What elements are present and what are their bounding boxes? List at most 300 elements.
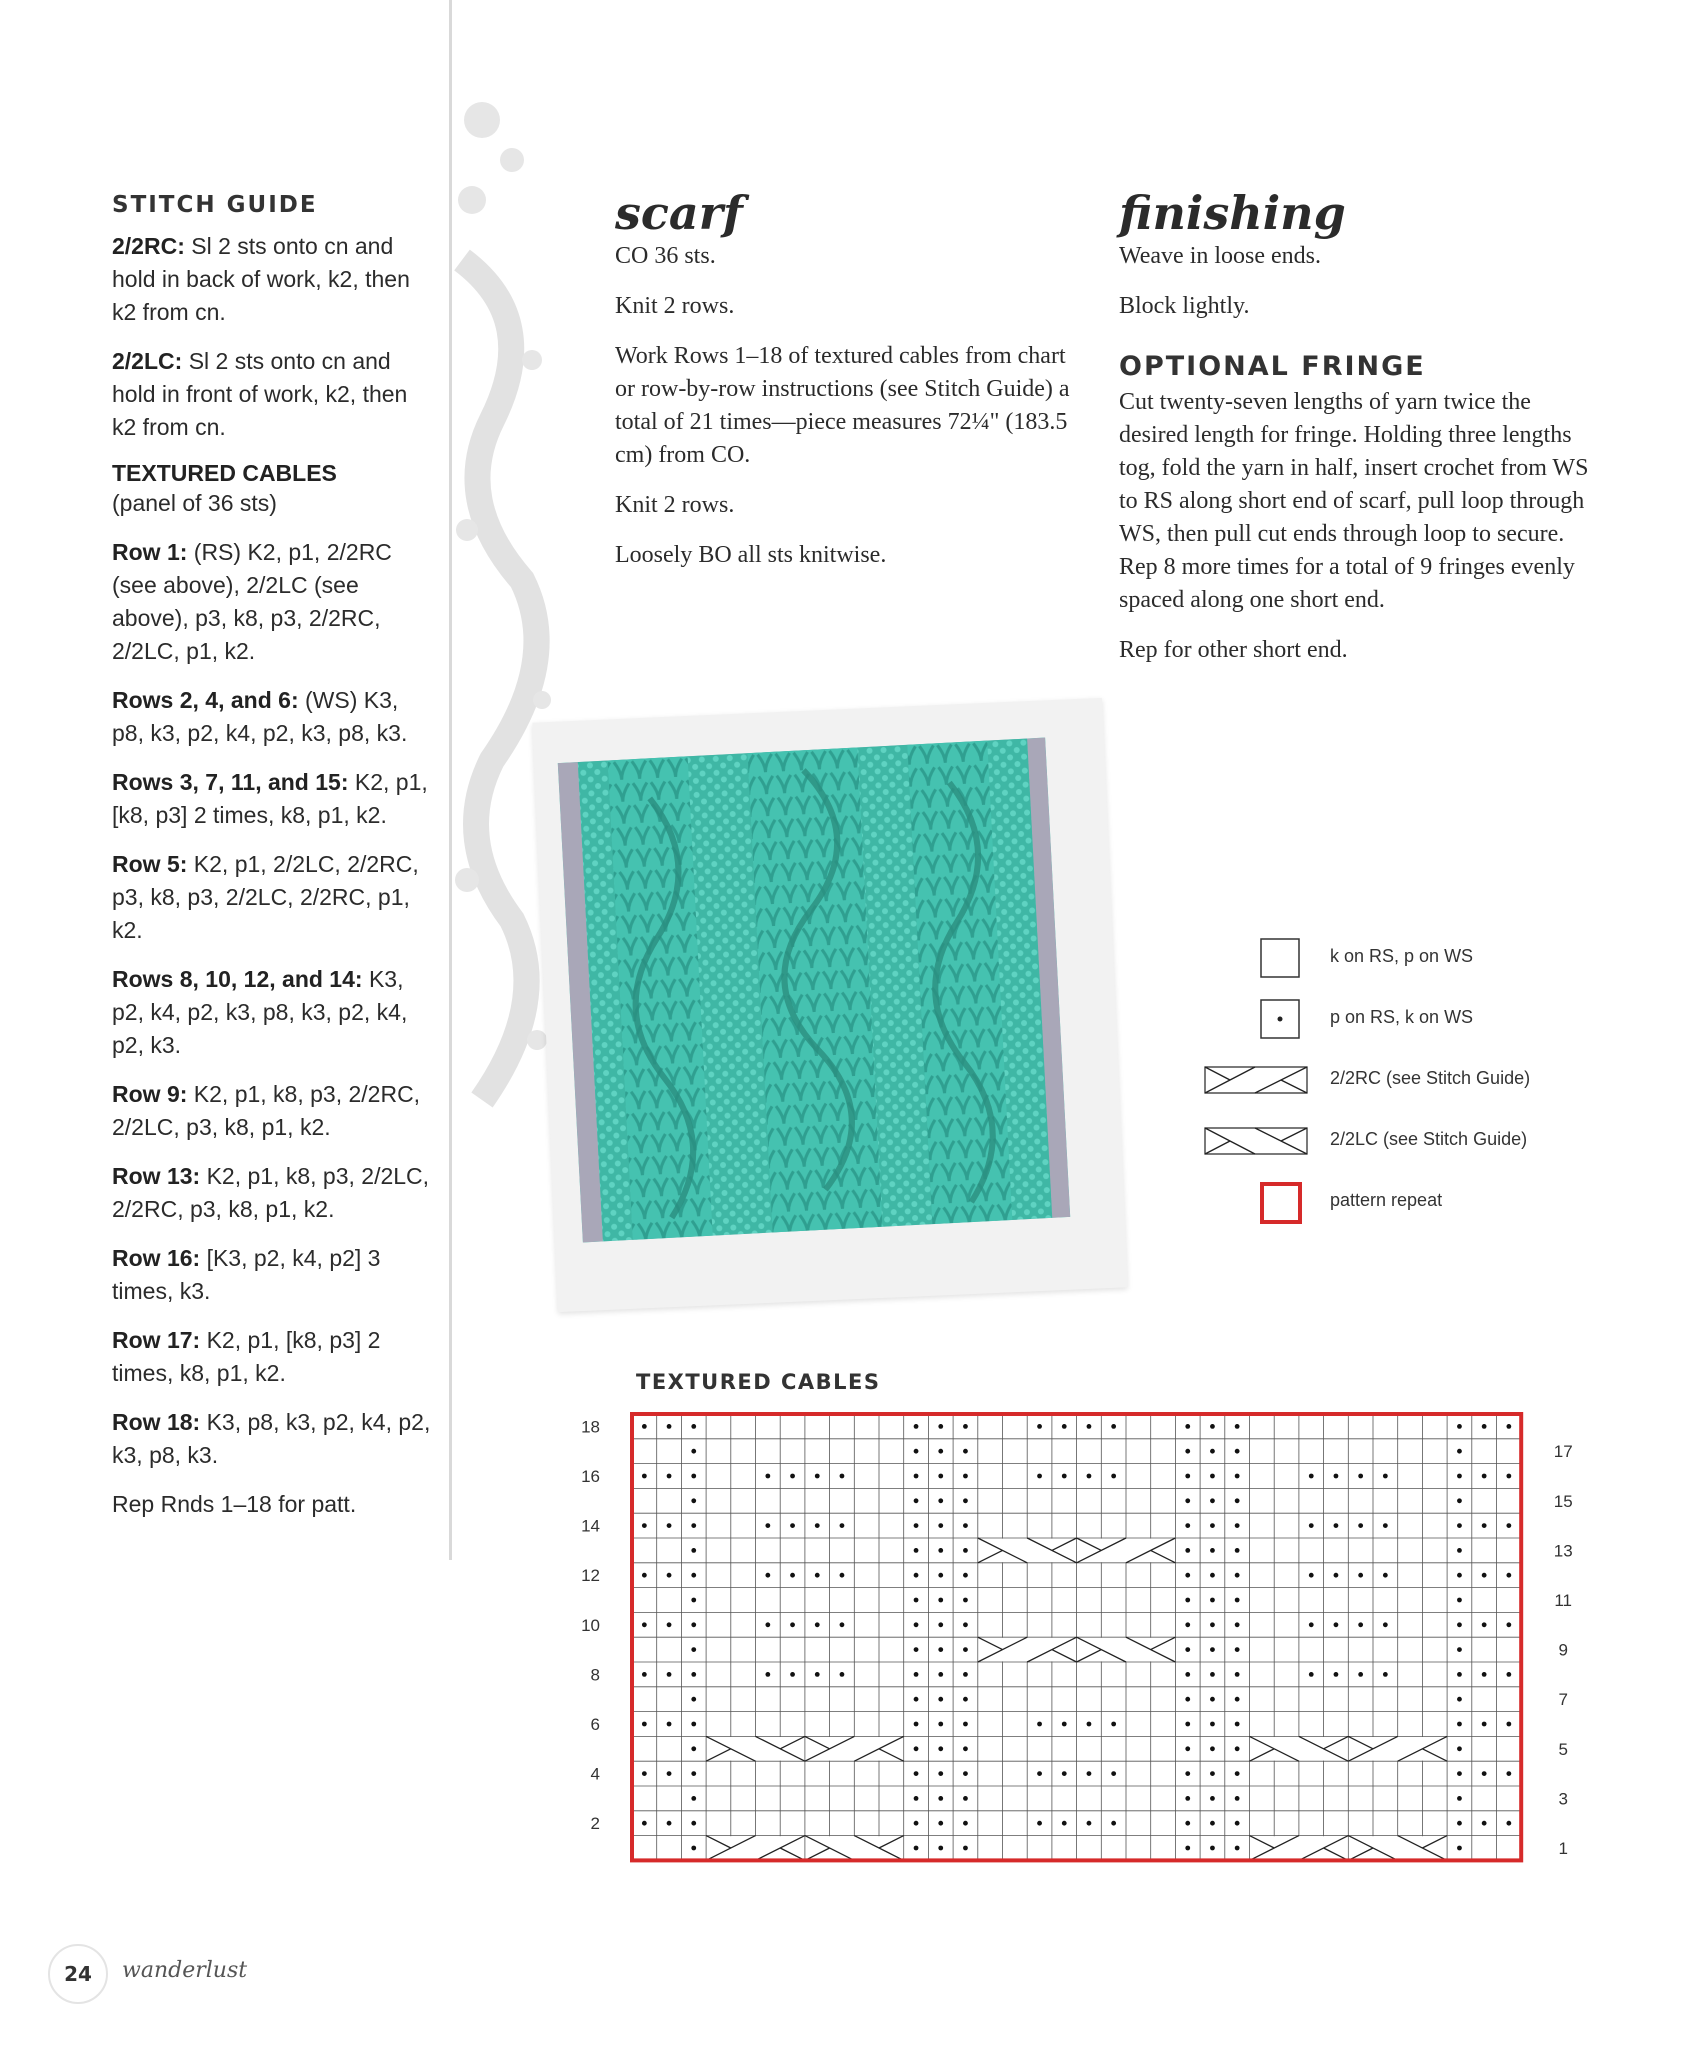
blank-square-icon [1260, 938, 1300, 978]
purl-dot [1235, 1523, 1240, 1528]
legend-label: pattern repeat [1330, 1190, 1443, 1210]
purl-dot [840, 1474, 845, 1479]
purl-dot [667, 1424, 672, 1429]
purl-dot [1185, 1821, 1190, 1826]
purl-dot [1210, 1796, 1215, 1801]
purl-dot [963, 1424, 968, 1429]
row-instruction [112, 1324, 432, 1390]
lc-label: 2/2LC: [112, 348, 183, 374]
scarf-paragraph: CO 36 sts. [615, 243, 716, 269]
finishing-paragraph: Block lightly. [1119, 293, 1250, 319]
purl-dot [1482, 1771, 1487, 1776]
purl-dot [1062, 1821, 1067, 1826]
row-label-left: 14 [581, 1516, 600, 1536]
purl-dot [1087, 1722, 1092, 1727]
purl-dot [963, 1548, 968, 1553]
fringe-instructions [1119, 386, 1599, 667]
purl-dot [914, 1846, 919, 1851]
purl-dot [1457, 1771, 1462, 1776]
purl-dot [938, 1474, 943, 1479]
purl-dot [815, 1523, 820, 1528]
row-text: K2, p1, [k8, p3] 2 times, k8, p1, k2. [112, 769, 428, 828]
row-label-right: 3 [1558, 1789, 1568, 1809]
purl-dot [667, 1672, 672, 1677]
row-label: Row 5: [112, 851, 188, 877]
purl-dot [914, 1449, 919, 1454]
purl-dot [1457, 1697, 1462, 1702]
purl-dot [914, 1474, 919, 1479]
row-label: Rows 3, 7, 11, and 15: [112, 769, 349, 795]
purl-dot [1210, 1647, 1215, 1652]
purl-dot [1506, 1573, 1511, 1578]
purl-dot [1185, 1573, 1190, 1578]
purl-dot [1210, 1573, 1215, 1578]
purl-dot [1210, 1846, 1215, 1851]
purl-dot [938, 1796, 943, 1801]
purl-dot [1185, 1722, 1190, 1727]
purl-dot [765, 1672, 770, 1677]
row-label: Rows 8, 10, 12, and 14: [112, 966, 363, 992]
row-instruction [112, 684, 432, 750]
rc-definition [112, 230, 432, 329]
purl-dot [1185, 1647, 1190, 1652]
purl-dot [667, 1771, 672, 1776]
purl-dot [1062, 1474, 1067, 1479]
page-number: 24 [48, 1944, 108, 2004]
legend-label: k on RS, p on WS [1330, 946, 1474, 966]
purl-dot [963, 1846, 968, 1851]
purl-dot [963, 1498, 968, 1503]
scarf-title: scarf [615, 186, 743, 240]
purl-dot [1185, 1424, 1190, 1429]
purl-dot [691, 1573, 696, 1578]
purl-dot [1358, 1573, 1363, 1578]
purl-dot [914, 1697, 919, 1702]
finishing-instructions [1119, 240, 1599, 323]
purl-dot [765, 1474, 770, 1479]
cable-cell [707, 1737, 805, 1761]
purl-dot [963, 1573, 968, 1578]
cable-cell [978, 1539, 1076, 1563]
purl-dot [840, 1672, 845, 1677]
row-label: Rows 2, 4, and 6: [112, 687, 299, 713]
row-label-right: 1 [1558, 1839, 1568, 1858]
purl-dot [1457, 1523, 1462, 1528]
purl-dot [1506, 1771, 1511, 1776]
purl-dot [1185, 1598, 1190, 1603]
purl-dot [963, 1746, 968, 1751]
purl-dot [1235, 1746, 1240, 1751]
purl-dot [914, 1647, 919, 1652]
row-label: Row 16: [112, 1245, 201, 1271]
purl-dot [1457, 1474, 1462, 1479]
row-label: Row 13: [112, 1163, 201, 1189]
purl-dot [642, 1573, 647, 1578]
purl-dot [790, 1672, 795, 1677]
purl-dot [963, 1523, 968, 1528]
repeat-note: Rep Rnds 1–18 for patt. [112, 1491, 357, 1517]
row-text: K3, p2, k4, p2, k3, p8, k3, p2, k4, p2, k3. [112, 966, 408, 1058]
row-label-right: 9 [1558, 1640, 1568, 1660]
cable-cell [806, 1737, 904, 1761]
purl-dot [815, 1622, 820, 1627]
purl-dot [1111, 1474, 1116, 1479]
purl-dot [963, 1647, 968, 1652]
row-instruction [112, 1406, 432, 1472]
purl-dot [938, 1846, 943, 1851]
purl-dot [1235, 1573, 1240, 1578]
purl-dot [790, 1474, 795, 1479]
purl-dot [1235, 1722, 1240, 1727]
purl-dot [914, 1796, 919, 1801]
purl-dot [1358, 1672, 1363, 1677]
purl-dot [1087, 1424, 1092, 1429]
purl-dot [1482, 1523, 1487, 1528]
purl-dot [1334, 1573, 1339, 1578]
purl-dot [790, 1523, 795, 1528]
purl-dot [1087, 1771, 1092, 1776]
row-label-left: 10 [581, 1615, 600, 1635]
purl-dot [914, 1523, 919, 1528]
purl-dot [1235, 1598, 1240, 1603]
purl-dot [815, 1672, 820, 1677]
purl-dot [1334, 1672, 1339, 1677]
purl-dot [1037, 1424, 1042, 1429]
purl-dot [691, 1672, 696, 1677]
row-label-left: 2 [590, 1814, 600, 1834]
purl-dot [1210, 1722, 1215, 1727]
purl-dot [1506, 1722, 1511, 1727]
purl-dot [1185, 1796, 1190, 1801]
row-label-right: 17 [1553, 1442, 1573, 1462]
purl-dot [1185, 1498, 1190, 1503]
purl-dot [642, 1672, 647, 1677]
scarf-paragraph: Work Rows 1–18 of textured cables from chart or row-by-row instructions (see Stitch Guide) a total of 21 times—piece measures 72¼" (183.5 cm) from CO. [615, 343, 1070, 468]
purl-dot [1185, 1697, 1190, 1702]
row-label-left: 8 [590, 1665, 600, 1685]
purl-dot [815, 1474, 820, 1479]
purl-dot [815, 1573, 820, 1578]
row-instruction [112, 766, 432, 832]
red-square-icon [1260, 1182, 1302, 1224]
purl-dot [914, 1598, 919, 1603]
cable-cell [806, 1836, 904, 1860]
purl-dot [1037, 1771, 1042, 1776]
purl-dot [1457, 1598, 1462, 1603]
purl-dot [1383, 1523, 1388, 1528]
purl-dot [1235, 1474, 1240, 1479]
purl-dot [938, 1672, 943, 1677]
purl-dot [1457, 1498, 1462, 1503]
purl-dot [691, 1846, 696, 1851]
purl-dot [914, 1746, 919, 1751]
row-label-right: 7 [1558, 1690, 1568, 1710]
row-text: K3, p8, k3, p2, k4, p2, k3, p8, k3. [112, 1409, 431, 1468]
rc-label: 2/2RC: [112, 233, 185, 259]
purl-dot [1210, 1622, 1215, 1627]
purl-dot [1210, 1821, 1215, 1826]
purl-dot [963, 1821, 968, 1826]
row-instruction [112, 536, 432, 668]
purl-dot [938, 1573, 943, 1578]
purl-dot [938, 1697, 943, 1702]
purl-dot [1506, 1474, 1511, 1479]
purl-dot [691, 1622, 696, 1627]
purl-dot [914, 1573, 919, 1578]
textured-cables-chart [560, 1400, 1620, 1880]
row-text: [K3, p2, k4, p2] 3 times, k3. [112, 1245, 381, 1304]
purl-dot [1087, 1474, 1092, 1479]
purl-dot [691, 1598, 696, 1603]
purl-dot [1482, 1573, 1487, 1578]
purl-dot [840, 1523, 845, 1528]
cable-cell [1250, 1836, 1348, 1860]
purl-dot [1210, 1474, 1215, 1479]
purl-dot [1457, 1622, 1462, 1627]
purl-dot [1185, 1771, 1190, 1776]
purl-dot [914, 1548, 919, 1553]
textured-cables-title: TEXTURED CABLES [112, 460, 337, 486]
purl-dot [1235, 1449, 1240, 1454]
purl-dot [1111, 1821, 1116, 1826]
row-label-left: 12 [581, 1566, 600, 1586]
row-label: Row 17: [112, 1327, 201, 1353]
lc-text: Sl 2 sts onto cn and hold in front of work, k2, then k2 from cn. [112, 348, 408, 440]
legend-label: 2/2LC (see Stitch Guide) [1330, 1129, 1528, 1149]
purl-dot [1334, 1523, 1339, 1528]
purl-dot [963, 1474, 968, 1479]
rc-text: Sl 2 sts onto cn and hold in back of work, k2, then k2 from cn. [112, 233, 410, 325]
purl-dot [1210, 1746, 1215, 1751]
purl-dot [1482, 1424, 1487, 1429]
purl-dot [1457, 1424, 1462, 1429]
purl-dot [765, 1523, 770, 1528]
optional-fringe-title: OPTIONAL FRINGE [1119, 351, 1426, 382]
purl-dot [1210, 1771, 1215, 1776]
purl-dot [1457, 1846, 1462, 1851]
purl-dot [1482, 1672, 1487, 1677]
lc-definition [112, 345, 432, 444]
purl-dot [1185, 1846, 1190, 1851]
purl-dot [914, 1722, 919, 1727]
purl-dot [691, 1548, 696, 1553]
purl-dot [1185, 1449, 1190, 1454]
purl-dot [1235, 1771, 1240, 1776]
purl-dot [691, 1523, 696, 1528]
cable-cell [978, 1638, 1076, 1662]
purl-dot [1383, 1622, 1388, 1627]
scarf-paragraph: Knit 2 rows. [615, 492, 735, 518]
stitch-guide-title: STITCH GUIDE [112, 192, 318, 218]
row-label-left: 18 [581, 1417, 600, 1437]
purl-dot [938, 1746, 943, 1751]
purl-dot [691, 1821, 696, 1826]
stitch-guide [112, 192, 432, 1537]
purl-dot [1457, 1746, 1462, 1751]
purl-dot [914, 1424, 919, 1429]
row-label-right: 13 [1553, 1541, 1573, 1561]
purl-dot [938, 1548, 943, 1553]
purl-dot [691, 1771, 696, 1776]
purl-dot [914, 1672, 919, 1677]
purl-dot [938, 1647, 943, 1652]
row-label-left: 4 [590, 1764, 600, 1784]
purl-dot [963, 1722, 968, 1727]
purl-dot [1457, 1796, 1462, 1801]
purl-dot [691, 1424, 696, 1429]
purl-dot [1482, 1474, 1487, 1479]
purl-dot [963, 1598, 968, 1603]
purl-dot [691, 1697, 696, 1702]
chart-title: TEXTURED CABLES [636, 1370, 881, 1394]
purl-dot [691, 1498, 696, 1503]
purl-dot [963, 1622, 968, 1627]
dot-square-icon [1260, 999, 1300, 1039]
purl-dot [667, 1821, 672, 1826]
cable-cell [707, 1836, 805, 1860]
row-label-right: 5 [1558, 1739, 1568, 1759]
purl-dot [1506, 1523, 1511, 1528]
purl-dot [1358, 1622, 1363, 1627]
finishing-paragraph: Weave in loose ends. [1119, 243, 1322, 269]
rc-cable-icon [1204, 1066, 1308, 1094]
legend-label: p on RS, k on WS [1330, 1007, 1474, 1027]
purl-dot [1185, 1548, 1190, 1553]
purl-dot [1235, 1647, 1240, 1652]
purl-dot [1309, 1622, 1314, 1627]
purl-dot [1062, 1771, 1067, 1776]
finishing-section [1119, 186, 1599, 684]
purl-dot [1506, 1424, 1511, 1429]
row-instruction [112, 1160, 432, 1226]
purl-dot [667, 1622, 672, 1627]
scarf-paragraph: Knit 2 rows. [615, 293, 735, 319]
purl-dot [1185, 1746, 1190, 1751]
purl-dot [691, 1796, 696, 1801]
purl-dot [938, 1598, 943, 1603]
purl-dot [938, 1498, 943, 1503]
purl-dot [1037, 1821, 1042, 1826]
scarf-paragraph: Loosely BO all sts knitwise. [615, 542, 887, 568]
purl-dot [1210, 1449, 1215, 1454]
purl-dot [1457, 1548, 1462, 1553]
row-text: (RS) K2, p1, 2/2RC (see above), 2/2LC (see above), p3, k8, p3, 2/2RC, 2/2LC, p1, k2. [112, 539, 392, 664]
purl-dot [765, 1622, 770, 1627]
purl-dot [938, 1449, 943, 1454]
purl-dot [1506, 1821, 1511, 1826]
purl-dot [642, 1474, 647, 1479]
cable-cell [1077, 1539, 1175, 1563]
purl-dot [1506, 1672, 1511, 1677]
lc-cable-icon [1204, 1127, 1308, 1155]
scarf-instructions [615, 240, 1085, 572]
purl-dot [642, 1523, 647, 1528]
purl-dot [1111, 1722, 1116, 1727]
purl-dot [1506, 1622, 1511, 1627]
purl-dot [691, 1746, 696, 1751]
purl-dot [1457, 1722, 1462, 1727]
row-text: (WS) K3, p8, k3, p2, k4, p2, k3, p8, k3. [112, 687, 408, 746]
purl-dot [642, 1821, 647, 1826]
brand-name: wanderlust [122, 1958, 248, 1983]
scarf-photo [558, 738, 1070, 1243]
row-instruction [112, 1242, 432, 1308]
row-label-left: 6 [590, 1715, 600, 1734]
purl-dot [691, 1449, 696, 1454]
purl-dot [691, 1722, 696, 1727]
purl-dot [1309, 1672, 1314, 1677]
purl-dot [938, 1424, 943, 1429]
row-text: K2, p1, [k8, p3] 2 times, k8, p1, k2. [112, 1327, 381, 1386]
row-label: Row 18: [112, 1409, 201, 1435]
row-text: K2, p1, k8, p3, 2/2LC, 2/2RC, p3, k8, p1, k2. [112, 1163, 430, 1222]
finishing-title: finishing [1119, 186, 1346, 240]
purl-dot [1111, 1424, 1116, 1429]
row-label: Row 1: [112, 539, 188, 565]
purl-dot [1037, 1474, 1042, 1479]
purl-dot [667, 1722, 672, 1727]
purl-dot [914, 1821, 919, 1826]
purl-dot [1358, 1474, 1363, 1479]
purl-dot [963, 1771, 968, 1776]
purl-dot [1383, 1672, 1388, 1677]
purl-dot [1037, 1722, 1042, 1727]
purl-dot [1087, 1821, 1092, 1826]
purl-dot [1457, 1573, 1462, 1578]
purl-dot [642, 1771, 647, 1776]
purl-dot [1358, 1523, 1363, 1528]
purl-dot [963, 1697, 968, 1702]
legend-label: 2/2RC (see Stitch Guide) [1330, 1068, 1531, 1088]
purl-dot [1210, 1598, 1215, 1603]
panel-note: (panel of 36 sts) [112, 490, 277, 516]
purl-dot [1210, 1697, 1215, 1702]
fringe-paragraph: Cut twenty-seven lengths of yarn twice the desired length for fringe. Holding three lengths tog, fold the yarn in half, insert crochet from WS to RS along short end of scarf, pull loop through WS, then pull cut ends through loop to secure. Rep 8 more times for a total of 9 fringes evenly spaced along one short end. [1119, 389, 1589, 613]
purl-dot [938, 1771, 943, 1776]
fringe-paragraph: Rep for other short end. [1119, 637, 1348, 663]
purl-dot [1309, 1523, 1314, 1528]
purl-dot [1210, 1548, 1215, 1553]
purl-dot [1383, 1573, 1388, 1578]
cable-cell [1349, 1836, 1447, 1860]
purl-dot [1185, 1523, 1190, 1528]
purl-dot [1235, 1796, 1240, 1801]
purl-dot [765, 1573, 770, 1578]
purl-dot [691, 1474, 696, 1479]
purl-dot [1210, 1523, 1215, 1528]
purl-dot [1482, 1722, 1487, 1727]
purl-dot [1062, 1722, 1067, 1727]
purl-dot [963, 1449, 968, 1454]
purl-dot [1235, 1846, 1240, 1851]
purl-dot [1457, 1672, 1462, 1677]
purl-dot [938, 1523, 943, 1528]
purl-dot [1457, 1647, 1462, 1652]
row-text: K2, p1, k8, p3, 2/2RC, 2/2LC, p3, k8, p1, k2. [112, 1081, 421, 1140]
purl-dot [1334, 1474, 1339, 1479]
purl-dot [667, 1474, 672, 1479]
purl-dot [1235, 1424, 1240, 1429]
purl-dot [1235, 1498, 1240, 1503]
purl-dot [938, 1821, 943, 1826]
purl-dot [1210, 1424, 1215, 1429]
purl-dot [1457, 1449, 1462, 1454]
purl-dot [1062, 1424, 1067, 1429]
row-text: K2, p1, 2/2LC, 2/2RC, p3, k8, p3, 2/2LC, 2/2RC, p1, k2. [112, 851, 419, 943]
purl-dot [790, 1573, 795, 1578]
row-label-right: 15 [1553, 1491, 1573, 1511]
row-instructions [112, 536, 432, 1472]
